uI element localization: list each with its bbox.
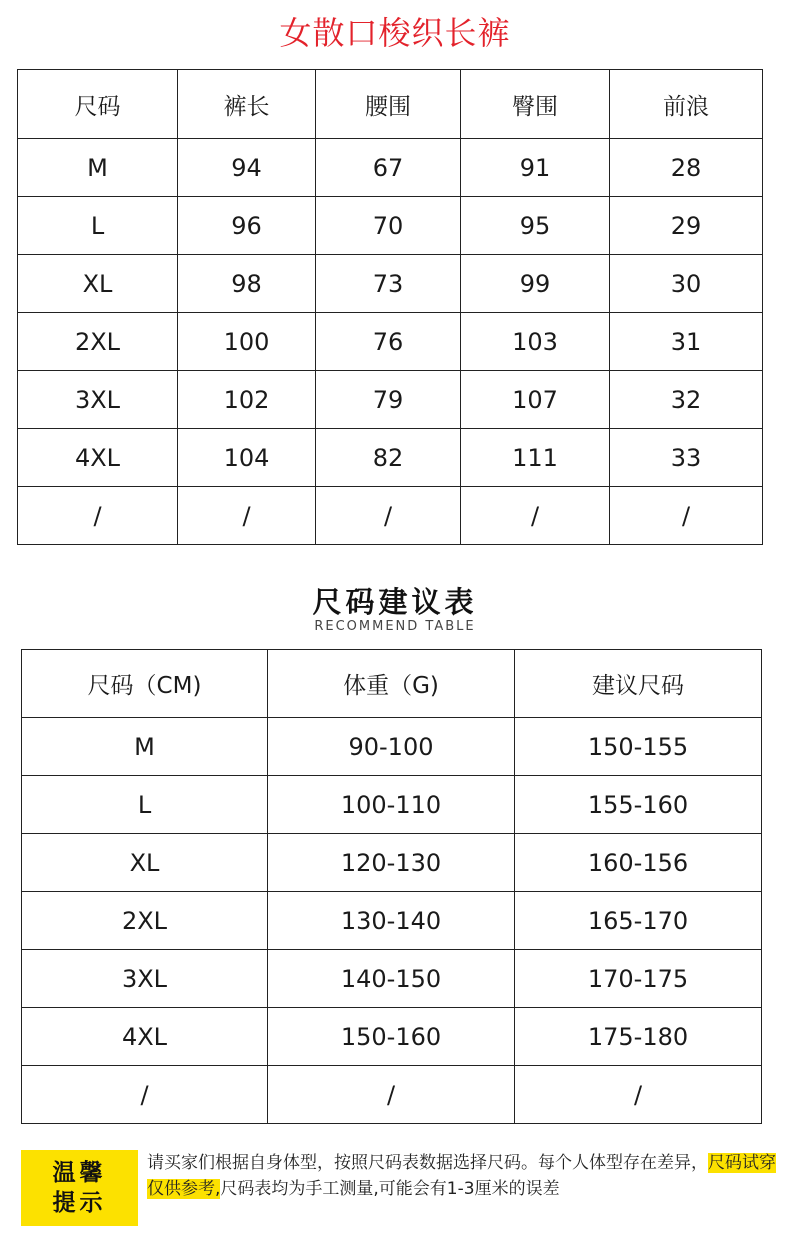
size-table-cell: / [610, 487, 763, 545]
size-table-cell: 102 [178, 371, 316, 429]
recommend-table-header-cell: 尺码（CM) [22, 650, 268, 718]
size-table-cell: 94 [178, 139, 316, 197]
recommend-table-cell: 100-110 [268, 776, 515, 834]
size-table-cell: XL [18, 255, 178, 313]
tip-text-part2: 尺码表均为手工测量,可能会有1-3厘米的误差 [220, 1179, 560, 1199]
size-chart-table [17, 69, 763, 545]
recommend-table-cell: XL [22, 834, 268, 892]
recommend-table-cell: 3XL [22, 950, 268, 1008]
recommend-table-cell: 160-156 [515, 834, 762, 892]
recommend-table-row [22, 776, 762, 834]
size-table-cell: 99 [461, 255, 610, 313]
size-table-row [18, 487, 763, 545]
size-table-cell: 95 [461, 197, 610, 255]
size-table-row [18, 429, 763, 487]
recommend-table-cell: 165-170 [515, 892, 762, 950]
size-table-cell: / [18, 487, 178, 545]
size-table-row [18, 313, 763, 371]
size-table-cell: L [18, 197, 178, 255]
recommend-table-header-cell: 体重（G) [268, 650, 515, 718]
size-table-row [18, 371, 763, 429]
recommend-table-cell: 155-160 [515, 776, 762, 834]
recommend-table-row [22, 892, 762, 950]
size-table-cell: 4XL [18, 429, 178, 487]
recommend-table-cell: 130-140 [268, 892, 515, 950]
size-table-cell: 104 [178, 429, 316, 487]
page-title: 女散口梭织长裤 [279, 14, 511, 52]
tip-label-box [21, 1150, 138, 1226]
recommend-table-cell: 150-160 [268, 1008, 515, 1066]
size-table-cell: 98 [178, 255, 316, 313]
size-table-cell: 100 [178, 313, 316, 371]
size-table-cell: 2XL [18, 313, 178, 371]
size-table-cell: 76 [316, 313, 461, 371]
size-table-cell: 82 [316, 429, 461, 487]
recommend-table-cell: 4XL [22, 1008, 268, 1066]
recommend-table-cell: 140-150 [268, 950, 515, 1008]
size-table-cell: 29 [610, 197, 763, 255]
size-table-cell: 70 [316, 197, 461, 255]
size-table-cell: 31 [610, 313, 763, 371]
tip-text-part1: 请买家们根据自身体型，按照尺码表数据选择尺码。每个人体型存在差异， [147, 1153, 708, 1173]
size-table-cell: M [18, 139, 178, 197]
recommend-table-row [22, 718, 762, 776]
size-table-cell: 111 [461, 429, 610, 487]
size-table-cell: 32 [610, 371, 763, 429]
recommend-table-cell: 2XL [22, 892, 268, 950]
size-table-row [18, 255, 763, 313]
recommend-table-cell: / [268, 1066, 515, 1124]
recommend-title: 尺码建议表 [312, 585, 478, 619]
size-table-header-cell: 裤长 [178, 70, 316, 139]
size-table-header-cell: 尺码 [18, 70, 178, 139]
recommend-table-cell: / [22, 1066, 268, 1124]
recommend-table-cell: M [22, 718, 268, 776]
recommend-table-row [22, 834, 762, 892]
tip-label-line1: 温馨 [52, 1160, 107, 1186]
recommend-title-en: RECOMMEND TABLE [314, 619, 476, 634]
recommend-table-header-row [22, 650, 762, 718]
size-table-header-cell: 臀围 [461, 70, 610, 139]
size-table-cell: / [461, 487, 610, 545]
size-table-cell: / [316, 487, 461, 545]
size-table-cell: 107 [461, 371, 610, 429]
size-table-cell: 103 [461, 313, 610, 371]
recommend-table-cell: L [22, 776, 268, 834]
size-table-cell: 73 [316, 255, 461, 313]
size-table-cell: 91 [461, 139, 610, 197]
size-table-cell: 3XL [18, 371, 178, 429]
tip-text [147, 1150, 777, 1202]
recommend-table-row [22, 1066, 762, 1124]
recommend-table-cell: 150-155 [515, 718, 762, 776]
size-table-header-cell: 腰围 [316, 70, 461, 139]
size-table-header-cell: 前浪 [610, 70, 763, 139]
size-table-row [18, 197, 763, 255]
size-table-cell: 33 [610, 429, 763, 487]
size-table-cell: 67 [316, 139, 461, 197]
tip-label-line2: 提示 [52, 1190, 107, 1216]
recommend-table-cell: 170-175 [515, 950, 762, 1008]
size-table-cell: / [178, 487, 316, 545]
size-table-cell: 30 [610, 255, 763, 313]
recommend-table-cell: 90-100 [268, 718, 515, 776]
size-table-row [18, 139, 763, 197]
recommend-table-row [22, 950, 762, 1008]
recommend-table-cell: 175-180 [515, 1008, 762, 1066]
size-table-cell: 28 [610, 139, 763, 197]
recommend-table-cell: 120-130 [268, 834, 515, 892]
tip-highlight: 尺码试穿仅供参考, [147, 1153, 776, 1199]
recommend-table-row [22, 1008, 762, 1066]
size-table-cell: 79 [316, 371, 461, 429]
recommend-table-header-cell: 建议尺码 [515, 650, 762, 718]
size-table-header-row [18, 70, 763, 139]
recommend-table-cell: / [515, 1066, 762, 1124]
size-table-cell: 96 [178, 197, 316, 255]
recommend-table [21, 649, 762, 1124]
